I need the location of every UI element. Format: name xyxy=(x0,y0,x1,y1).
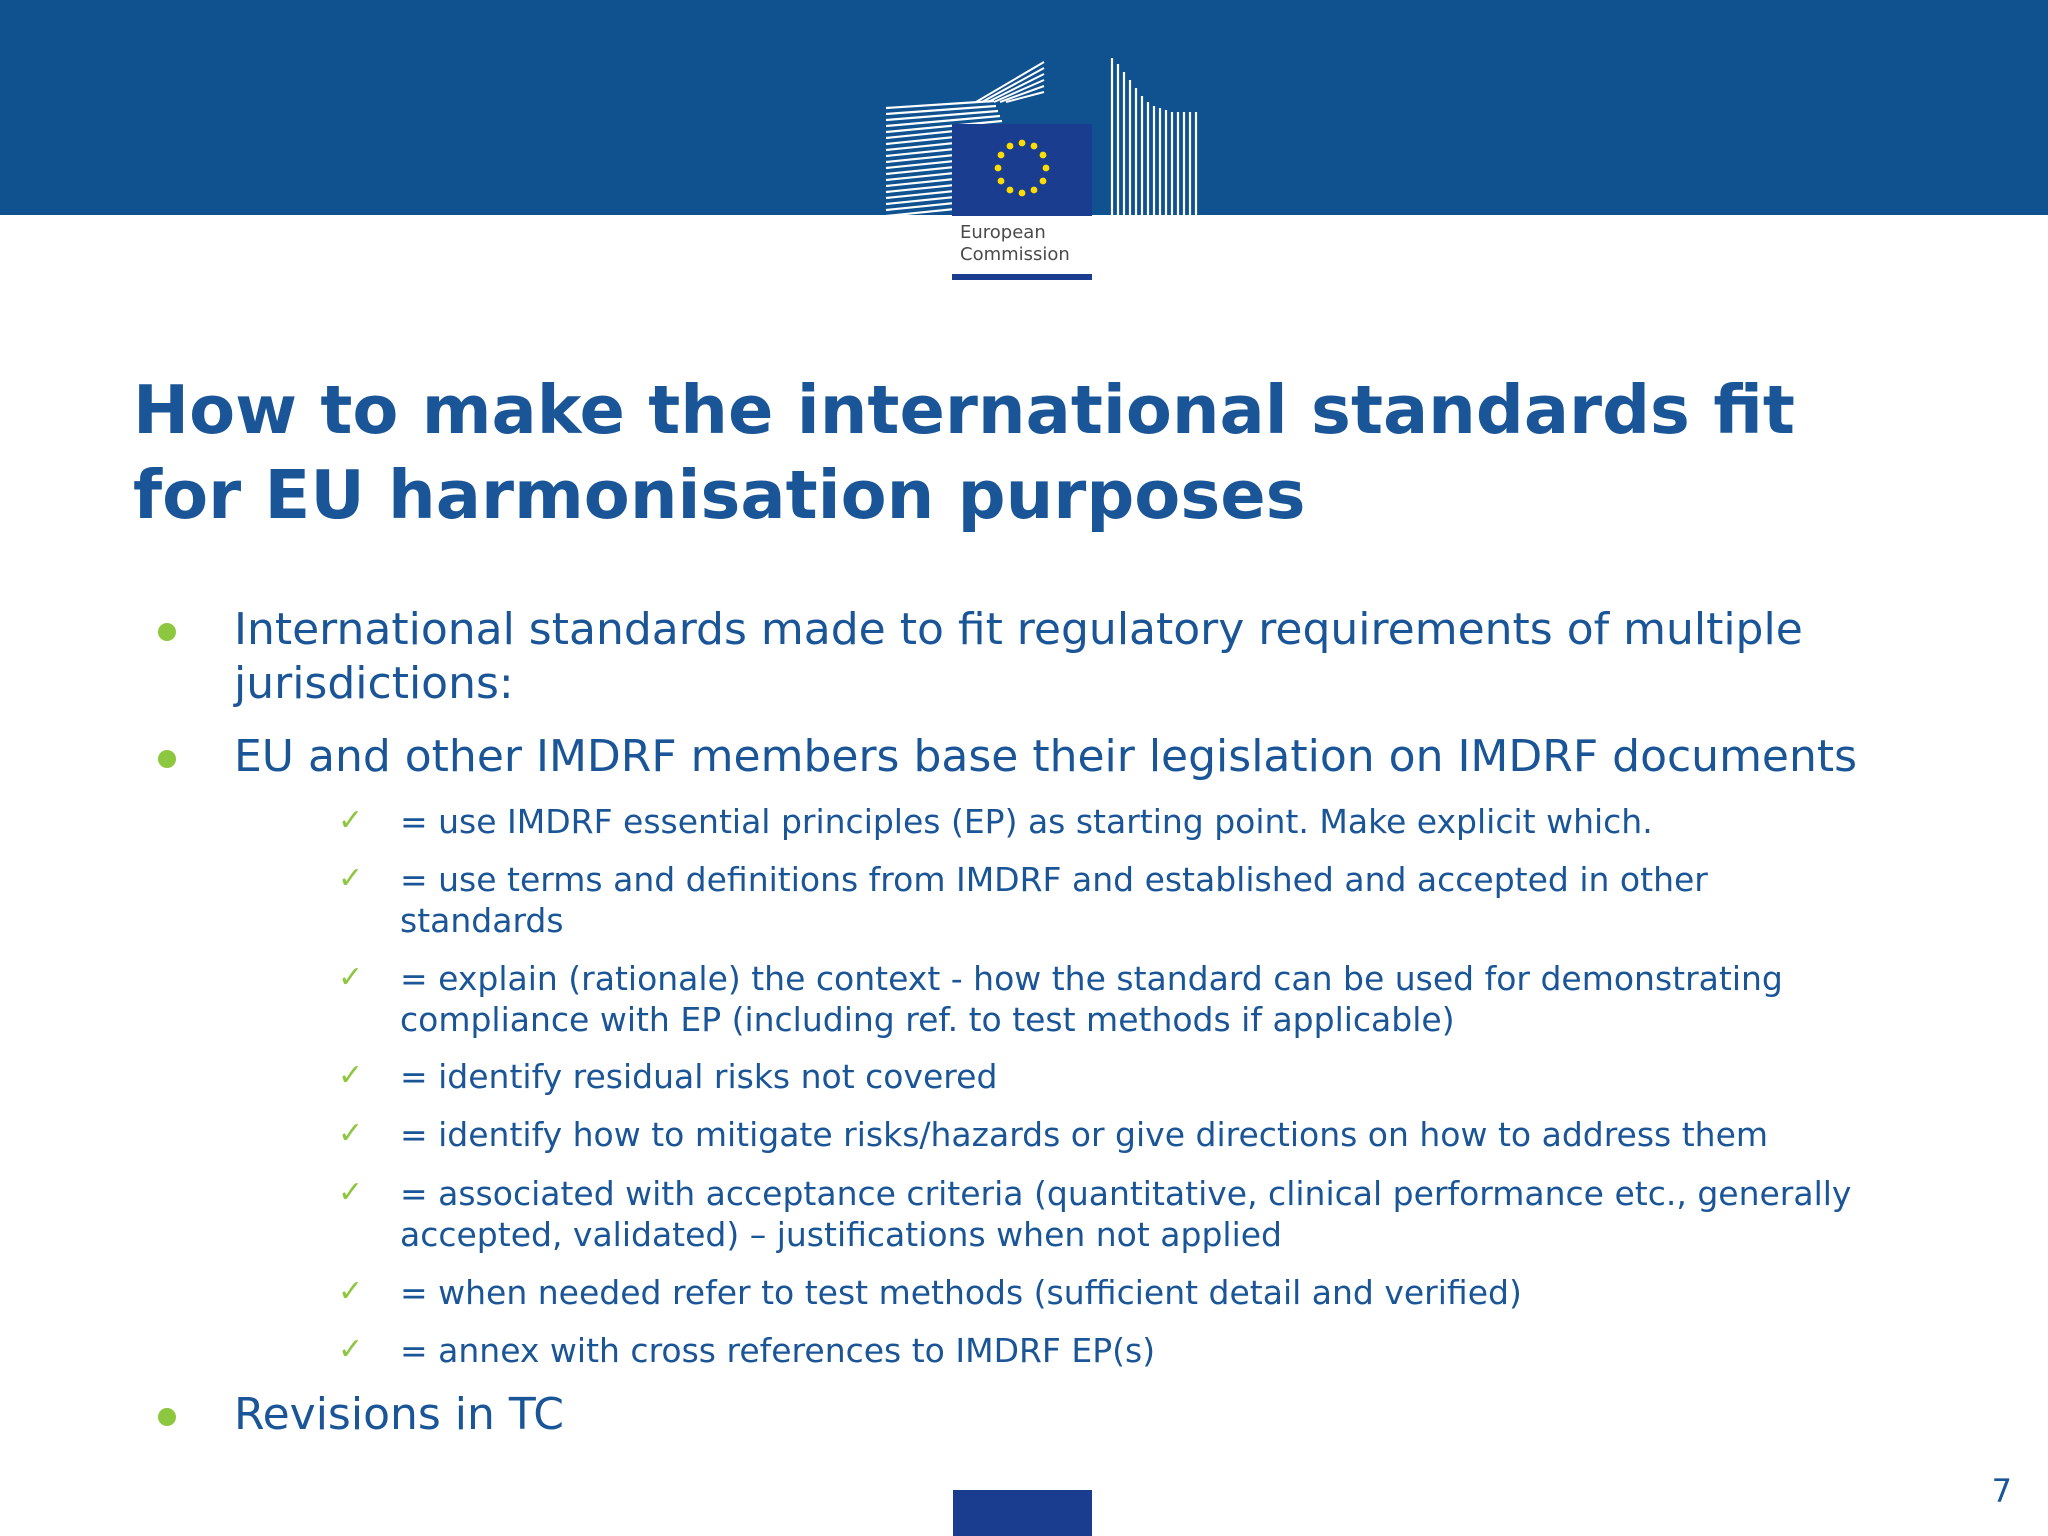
checklist-line: accepted, validated) – justifications when not applied xyxy=(400,1215,1283,1254)
slide-title-line: for EU harmonisation purposes xyxy=(133,456,1306,534)
checklist-line: = identify residual risks not covered xyxy=(400,1057,998,1096)
bullet-line: EU and other IMDRF members base their legislation on IMDRF documents xyxy=(234,731,1858,782)
checkmark-icon: ✓ xyxy=(338,1116,364,1151)
bullet-dot-icon xyxy=(158,1408,176,1426)
checklist-text xyxy=(400,1330,1960,1371)
bullet-dot-icon xyxy=(158,750,176,768)
checkmark-icon: ✓ xyxy=(338,861,364,896)
logo-text-line2: Commission xyxy=(960,244,1070,265)
eu-flag-icon xyxy=(952,124,1092,216)
checklist-line: = identify how to mitigate risks/hazards or give directions on how to address them xyxy=(400,1115,1769,1154)
checklist-text xyxy=(400,801,1960,842)
bullet-dot-icon xyxy=(158,623,176,641)
checklist-line: compliance with EP (including ref. to test methods if applicable) xyxy=(400,1000,1455,1039)
checklist-line: = explain (rationale) the context - how the standard can be used for demonstrating xyxy=(400,959,1783,998)
checklist-text xyxy=(400,1272,1960,1313)
bullet-text xyxy=(234,730,1934,784)
bullet-text xyxy=(234,603,1934,711)
checkmark-icon: ✓ xyxy=(338,1175,364,1210)
checklist-text xyxy=(400,958,1960,1040)
checkmark-icon: ✓ xyxy=(338,1332,364,1367)
checklist-text xyxy=(400,1173,1960,1255)
checklist-text xyxy=(400,1114,1960,1155)
checklist-line: standards xyxy=(400,901,564,940)
page-number: 7 xyxy=(1991,1472,2012,1510)
checkmark-icon: ✓ xyxy=(338,1058,364,1093)
checklist-line: = annex with cross references to IMDRF EP(s) xyxy=(400,1331,1156,1370)
slide-title xyxy=(133,368,1933,538)
logo-text-line1: European xyxy=(960,222,1046,243)
european-commission-logo xyxy=(884,56,1214,286)
slide-title-line: How to make the international standards fit xyxy=(133,371,1795,449)
checkmark-icon: ✓ xyxy=(338,803,364,838)
checklist-line: = when needed refer to test methods (sufficient detail and verified) xyxy=(400,1273,1522,1312)
checkmark-icon: ✓ xyxy=(338,960,364,995)
bullet-text xyxy=(234,1388,1934,1442)
checklist-line: = use terms and definitions from IMDRF and established and accepted in other xyxy=(400,860,1708,899)
checklist-line: = associated with acceptance criteria (quantitative, clinical performance etc., generally xyxy=(400,1174,1852,1213)
checklist-line: = use IMDRF essential principles (EP) as starting point. Make explicit which. xyxy=(400,802,1653,841)
bullet-line: International standards made to fit regulatory requirements of multiple xyxy=(234,604,1803,655)
checklist-text xyxy=(400,859,1960,941)
bullet-line: Revisions in TC xyxy=(234,1389,564,1440)
checkmark-icon: ✓ xyxy=(338,1274,364,1309)
bullet-line: jurisdictions: xyxy=(234,658,514,709)
footer-flag-block xyxy=(953,1490,1092,1536)
checklist-text xyxy=(400,1056,1960,1097)
